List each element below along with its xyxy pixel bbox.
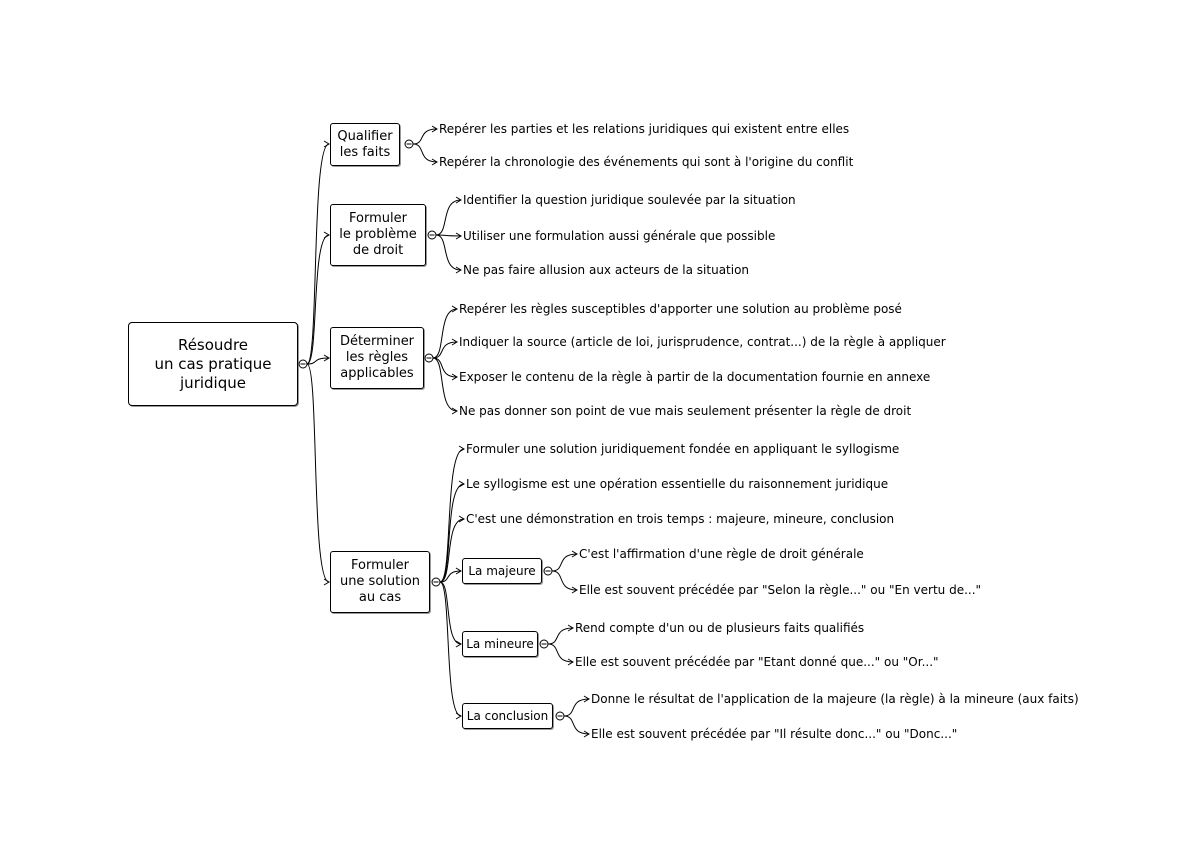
leaf-text: Rend compte d'un ou de plusieurs faits qualifiés — [575, 621, 865, 635]
leaf-text: Repérer les parties et les relations juridiques qui existent entre elles — [439, 122, 850, 136]
leaf-text: C'est une démonstration en trois temps : majeure, mineure, conclusion — [466, 512, 895, 526]
branch-probleme-collapse-icon[interactable] — [428, 231, 437, 240]
connector-curve — [433, 309, 457, 358]
branch-node-regles-applicables[interactable]: Déterminer les règles applicables — [330, 327, 424, 389]
root-node[interactable]: Résoudre un cas pratique juridique — [128, 322, 298, 406]
subnode-mineure[interactable]: La mineure — [462, 631, 538, 657]
leaf-text: Formuler une solution juridiquement fondée en appliquant le syllogisme — [466, 442, 900, 456]
leaf-text: Ne pas donner son point de vue mais seulement présenter la règle de droit — [459, 404, 912, 418]
leaf-text: Repérer les règles susceptibles d'apporter une solution au problème posé — [459, 302, 902, 316]
leaf-text: Repérer la chronologie des événements qui sont à l'origine du conflit — [439, 155, 854, 169]
branch-node-solution-cas[interactable]: Formuler une solution au cas — [330, 551, 430, 613]
branch-solution-collapse-icon[interactable] — [432, 578, 441, 587]
connector-arrowhead — [324, 232, 329, 238]
connector-curve — [440, 449, 464, 582]
leaf-text: Elle est souvent précédée par "Il résulte donc..." ou "Donc..." — [591, 727, 958, 741]
connector-curve — [307, 144, 329, 364]
subnode-conclusion[interactable]: La conclusion — [462, 703, 553, 729]
leaf-text: Donne le résultat de l'application de la majeure (la règle) à la mineure (aux faits) — [591, 692, 1079, 706]
connector-curve — [307, 235, 329, 364]
connector-curve — [436, 200, 461, 235]
branch-qualifier-collapse-icon[interactable] — [405, 140, 414, 149]
connector-curve — [440, 582, 461, 716]
leaf-text: Le syllogisme est une opération essentielle du raisonnement juridique — [466, 477, 889, 491]
branch-regles-collapse-icon[interactable] — [425, 354, 434, 363]
connector-curve — [436, 235, 461, 270]
leaf-text: Utiliser une formulation aussi générale que possible — [463, 229, 776, 243]
branch-node-qualifier-faits[interactable]: Qualifier les faits — [330, 123, 400, 166]
subnode-mineure-collapse-icon[interactable] — [540, 640, 549, 649]
leaf-text: Exposer le contenu de la règle à partir de la documentation fournie en annexe — [459, 370, 931, 384]
leaf-text: Elle est souvent précédée par "Etant donné que..." ou "Or..." — [575, 655, 939, 669]
connector-curve — [552, 571, 577, 590]
connector-arrowhead — [456, 713, 461, 719]
connector-curve — [307, 364, 329, 582]
connector-curve — [440, 582, 461, 644]
connector-curve — [433, 358, 457, 411]
branch-node-probleme-droit[interactable]: Formuler le problème de droit — [330, 204, 426, 266]
leaf-text: Indiquer la source (article de loi, jurisprudence, contrat...) de la règle à appliquer — [459, 335, 946, 349]
connector-arrowhead — [459, 446, 464, 452]
leaf-text: Identifier la question juridique soulevée par la situation — [463, 193, 796, 207]
subnode-conclusion-collapse-icon[interactable] — [556, 712, 565, 721]
connector-arrowhead — [459, 481, 464, 487]
subnode-majeure-collapse-icon[interactable] — [544, 567, 553, 576]
root-collapse-icon[interactable] — [299, 360, 308, 369]
connector-curve — [433, 358, 457, 377]
leaf-text: Elle est souvent précédée par "Selon la règle..." ou "En vertu de..." — [579, 583, 982, 597]
leaf-text: Ne pas faire allusion aux acteurs de la situation — [463, 263, 750, 277]
subnode-majeure[interactable]: La majeure — [462, 558, 542, 584]
leaf-text: C'est l'affirmation d'une règle de droit générale — [579, 547, 864, 561]
